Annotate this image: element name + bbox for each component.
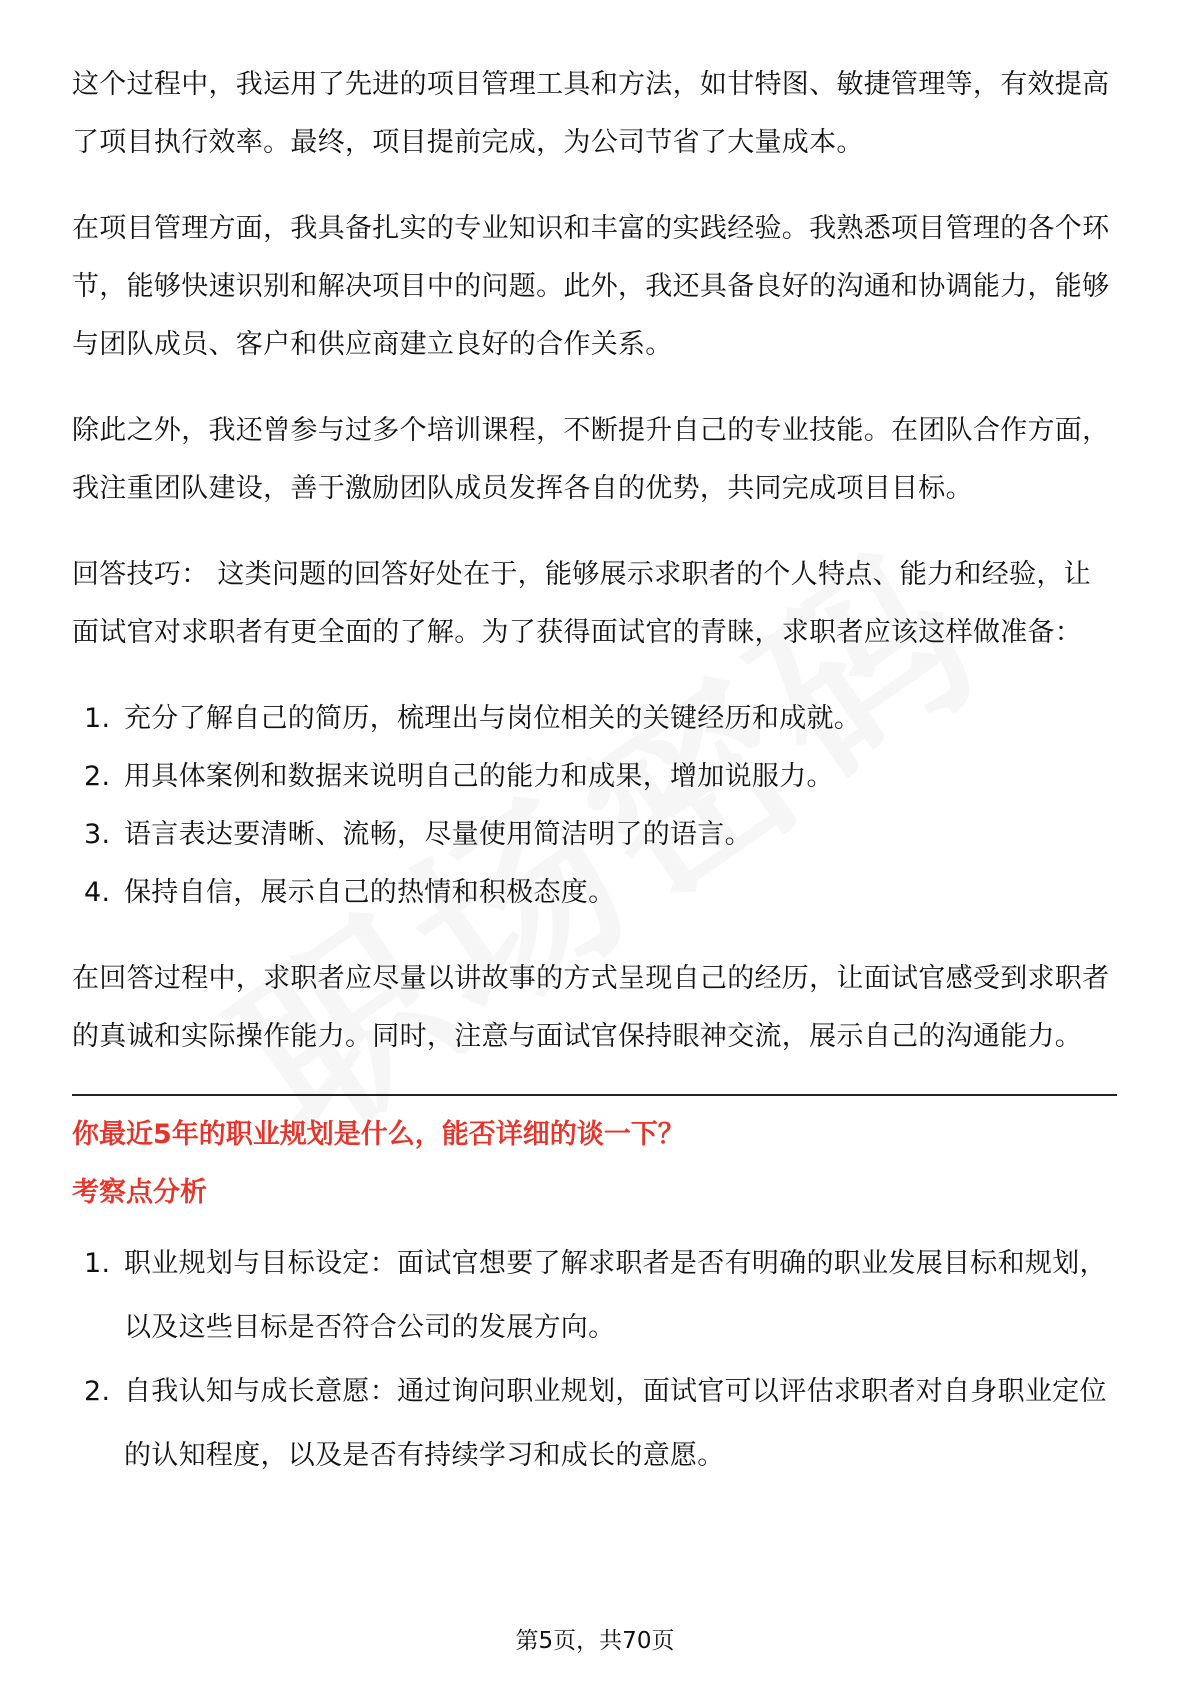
list-item-text: 用具体案例和数据来说明自己的能力和成果，增加说服力。 [124,761,834,792]
list-item-text: 保持自信，展示自己的热情和积极态度。 [124,877,616,908]
analysis-heading: 考察点分析 [72,1177,207,1208]
analysis-list [72,1232,1117,1488]
list-item-text: 充分了解自己的简历，梳理出与岗位相关的关键经历和成就。 [124,703,862,734]
list-item-number: 2. [84,761,111,792]
paragraph-training-teamwork: 除此之外，我还曾参与过多个培训课程，不断提升自己的专业技能。在团队合作方面，我注重团队建设，善于激励团队成员发挥各自的优势，共同完成项目目标。 [72,415,1110,504]
page-content [72,56,1117,1488]
list-item [72,1232,1117,1360]
list-item [72,806,1117,864]
list-item-text: 自我认知与成长意愿：通过询问职业规划，面试官可以评估求职者对自身职业定位的认知程度，以及是否有持续学习和成长的意愿。 [124,1376,1107,1471]
list-item-number: 2. [84,1376,111,1407]
paragraph-answer-tips: 回答技巧： 这类问题的回答好处在于，能够展示求职者的个人特点、能力和经验，让面试官对求职者有更全面的了解。为了获得面试官的青睐，求职者应该这样做准备： [72,559,1091,648]
list-item-text: 语言表达要清晰、流畅，尽量使用简洁明了的语言。 [124,819,752,850]
list-item-number: 4. [84,877,111,908]
paragraph-project-management: 在项目管理方面，我具备扎实的专业知识和丰富的实践经验。我熟悉项目管理的各个环节，能够快速识别和解决项目中的问题。此外，我还具备良好的沟通和协调能力，能够与团队成员、客户和供应商建立良好的合作关系。 [72,213,1110,360]
paragraph-answer-process: 在回答过程中，求职者应尽量以讲故事的方式呈现自己的经历，让面试官感受到求职者的真诚和实际操作能力。同时，注意与面试官保持眼神交流，展示自己的沟通能力。 [72,963,1110,1052]
list-item [72,748,1117,806]
list-item-number: 3. [84,819,111,850]
page-number: 第5页，共70页 [515,1628,675,1654]
section-divider [72,1094,1117,1096]
paragraph-project-process: 这个过程中，我运用了先进的项目管理工具和方法，如甘特图、敏捷管理等，有效提高了项目执行效率。最终，项目提前完成，为公司节省了大量成本。 [72,69,1110,158]
list-item [72,1360,1117,1488]
list-item-number: 1. [84,703,111,734]
list-item-number: 1. [84,1248,111,1279]
list-item [72,864,1117,922]
question-title: 你最近5年的职业规划是什么，能否详细的谈一下？ [72,1119,685,1150]
tips-list [72,690,1117,922]
list-item [72,690,1117,748]
list-item-text: 职业规划与目标设定：面试官想要了解求职者是否有明确的职业发展目标和规划，以及这些目标是否符合公司的发展方向。 [124,1248,1107,1343]
